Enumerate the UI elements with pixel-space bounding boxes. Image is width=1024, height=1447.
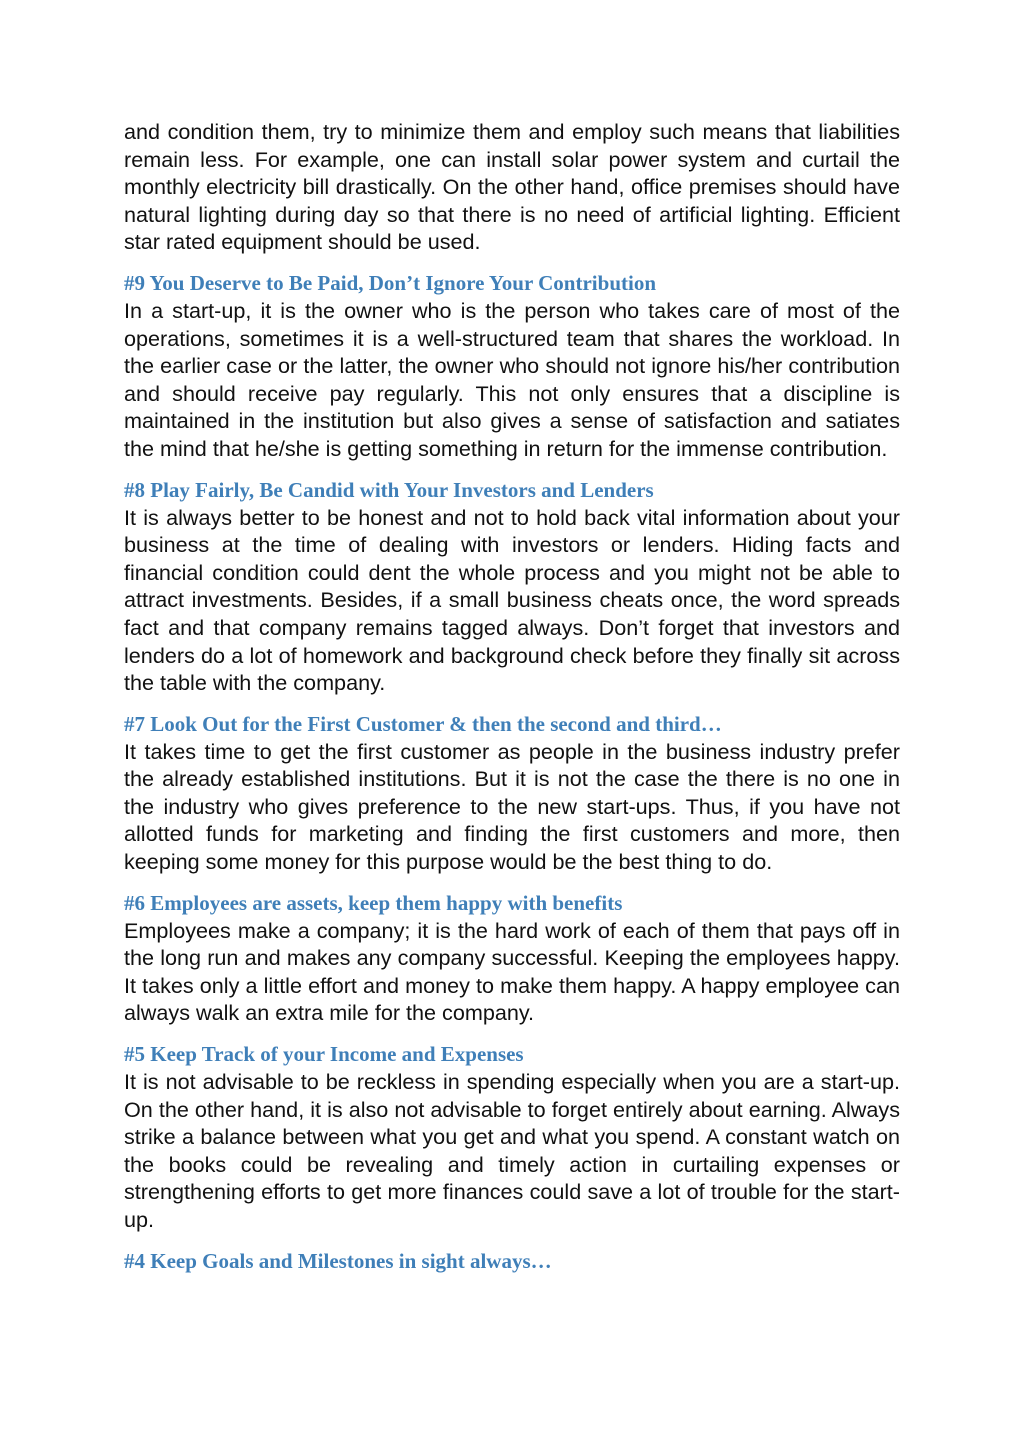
section-body-6: Employees make a company; it is the hard work of each of them that pays off in the long run and makes any company successful. Keeping the employees happy. It takes only a little effort and money to make them happy. A happy employee can always walk an extra mile for the company. [124, 917, 900, 1026]
section-heading-8: #8 Play Fairly, Be Candid with Your Investors and Lenders [124, 477, 654, 502]
intro-paragraph: and condition them, try to minimize them and employ such means that liabilities remain less. For example, one can install solar power system and curtail the monthly electricity bill drastically. On the other hand, office premises should have natural lighting during day so that there is no need of artificial lighting. Efficient star rated equipment should be used. [124, 119, 900, 255]
section-heading-5: #5 Keep Track of your Income and Expenses [124, 1042, 524, 1067]
section-heading-4: #4 Keep Goals and Milestones in sight always… [124, 1248, 552, 1273]
section-body-5: It is not advisable to be reckless in spending especially when you are a start-up. On the other hand, it is also not advisable to forget entirely about earning. Always strike a balance between what you get and what you spend. A constant watch on the books could be revealing and timely action in curtailing expenses or strengthening efforts to get more finances could save a lot of trouble for the start-up. [124, 1069, 900, 1232]
section-body-9: In a start-up, it is the owner who is the person who takes care of most of the operations, sometimes it is a well-structured team that shares the workload. In the earlier case or the latter, the owner who should not ignore his/her contribution and should receive pay regularly. This not only ensures that a discipline is maintained in the institution but also gives a sense of satisfaction and satiates the mind that he/she is getting something in return for the immense contribution. [124, 297, 900, 461]
section-heading-7: #7 Look Out for the First Customer & then the second and third… [124, 711, 722, 736]
section-body-7: It takes time to get the first customer as people in the business industry prefer the already established institutions. But it is not the case the there is no one in the industry who gives preference to the new start-ups. Thus, if you have not allotted funds for marketing and finding the first customers and more, then keeping some money for this purpose would be the best thing to do. [124, 738, 900, 875]
section-heading-9: #9 You Deserve to Be Paid, Don’t Ignore Your Contribution [124, 270, 657, 295]
section-body-8: It is always better to be honest and not to hold back vital information about your business at the time of dealing with investors or lenders. Hiding facts and financial condition could dent the whole process and you might not be able to attract investments. Besides, if a small business cheats once, the word spreads fact and that company remains tagged always. Don’t forget that investors and lenders do a lot of homework and background check before they finally sit across the table with the company. [124, 504, 900, 696]
section-heading-6: #6 Employees are assets, keep them happy with benefits [124, 890, 623, 915]
document-page [124, 118, 900, 1275]
